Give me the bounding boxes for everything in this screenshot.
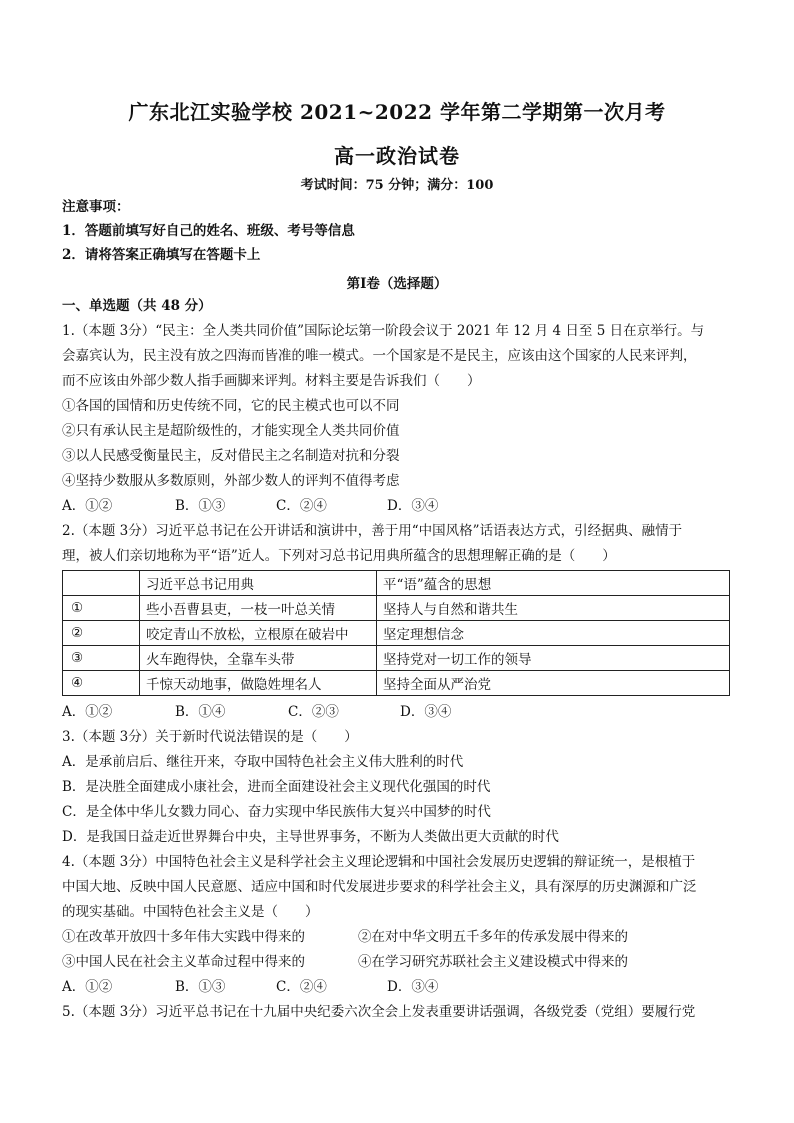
part-heading: 第Ⅰ卷（选择题） bbox=[346, 276, 448, 292]
statement: ①各国的国情和历史传统不同，它的民主模式也可以不同 bbox=[62, 398, 400, 414]
note-item: 2．请将答案正确填写在答题卡上 bbox=[62, 247, 261, 263]
statement: ③中国人民在社会主义革命过程中得来的 bbox=[62, 954, 305, 970]
table-cell: ④ bbox=[63, 671, 140, 696]
question-1-line: 1.（本题 3分）“民主：全人类共同价值”国际论坛第一阶段会议于 2021 年 12 月 4 日至 5 日在京举行。与 bbox=[62, 323, 705, 339]
question-4-line: 的现实基础。中国特色社会主义是（ ） bbox=[62, 904, 319, 920]
table-header-cell: 习近平总书记用典 bbox=[140, 571, 377, 596]
choice-d: D．③④ bbox=[387, 979, 439, 995]
choice-a: A．①② bbox=[62, 498, 113, 514]
option-a: A．是承前启后、继往开来，夺取中国特色社会主义伟大胜利的时代 bbox=[62, 754, 464, 770]
question-2-line: 2.（本题 3分）习近平总书记在公开讲话和演讲中，善于用“中国风格”话语表达方式，引经据典、融情于 bbox=[62, 523, 683, 539]
table-cell: 些小吾曹县吏，一枝一叶总关情 bbox=[140, 596, 377, 621]
choice-c: C．②④ bbox=[276, 979, 327, 995]
statement: ③以人民感受衡量民主，反对借民主之名制造对抗和分裂 bbox=[62, 448, 400, 464]
question-1-choices bbox=[62, 497, 438, 515]
choice-d: D．③④ bbox=[387, 498, 439, 514]
option-d: D．是我国日益走近世界舞台中央，主导世界事务，不断为人类做出更大贡献的时代 bbox=[62, 829, 559, 845]
table-cell: 坚持党对一切工作的领导 bbox=[377, 646, 730, 671]
question-4-line: 中国大地、反映中国人民意愿、适应中国和时代发展进步要求的科学社会主义，具有深厚的历史渊源和广泛 bbox=[62, 879, 697, 895]
question-4-line: 4.（本题 3分）中国特色社会主义是科学社会主义理论逻辑和中国社会发展历史逻辑的辩证统一，是根植于 bbox=[62, 854, 696, 870]
question-1-line: 会嘉宾认为，民主没有放之四海而皆准的唯一模式。一个国家是不是民主，应该由这个国家的人民来评判， bbox=[62, 348, 697, 364]
table-header-row bbox=[63, 571, 730, 596]
table-cell: 火车跑得快，全靠车头带 bbox=[140, 646, 377, 671]
statement: ②在对中华文明五千多年的传承发展中得来的 bbox=[358, 929, 628, 945]
table-cell: 千惊天动地事，做隐姓埋名人 bbox=[140, 671, 377, 696]
choice-d: D．③④ bbox=[400, 704, 452, 720]
choice-a: A．①② bbox=[62, 979, 113, 995]
option-b: B．是决胜全面建成小康社会，进而全面建设社会主义现代化强国的时代 bbox=[62, 779, 491, 795]
notes-heading: 注意事项： bbox=[62, 199, 130, 215]
table-cell: ③ bbox=[63, 646, 140, 671]
exam-info: 考试时间：75 分钟；满分：100 bbox=[300, 178, 494, 193]
question-1-line: 而不应该由外部少数人指手画脚来评判。材料主要是告诉我们（ ） bbox=[62, 373, 481, 389]
table-header-cell bbox=[63, 571, 140, 596]
note-item: 1．答题前填写好自己的姓名、班级、考号等信息 bbox=[62, 223, 355, 239]
table-header-cell: 平“语”蕴含的思想 bbox=[377, 571, 730, 596]
section-heading: 一、单选题（共 48 分） bbox=[62, 298, 212, 314]
statement: ④在学习研究苏联社会主义建设模式中得来的 bbox=[358, 954, 628, 970]
quotes-table bbox=[62, 570, 730, 696]
question-2-choices bbox=[62, 703, 451, 721]
choice-c: C．②④ bbox=[276, 498, 327, 514]
table-cell: 坚持全面从严治党 bbox=[377, 671, 730, 696]
table-row bbox=[63, 621, 730, 646]
table-cell: ② bbox=[63, 621, 140, 646]
choice-b: B．①③ bbox=[175, 979, 226, 995]
question-2-line: 理，被人们亲切地称为平“语”近人。下列对习总书记用典所蕴含的思想理解正确的是（ ） bbox=[62, 548, 616, 564]
table-row bbox=[63, 596, 730, 621]
table-cell: ① bbox=[63, 596, 140, 621]
table-cell: 坚定理想信念 bbox=[377, 621, 730, 646]
statement: ④坚持少数服从多数原则，外部少数人的评判不值得考虑 bbox=[62, 473, 400, 489]
statement: ①在改革开放四十多年伟大实践中得来的 bbox=[62, 929, 305, 945]
statement: ②只有承认民主是超阶级性的，才能实现全人类共同价值 bbox=[62, 423, 400, 439]
choice-b: B．①④ bbox=[175, 704, 226, 720]
question-5-line: 5.（本题 3分）习近平总书记在十九届中央纪委六次全会上发表重要讲话强调，各级党委（党组）要履行党 bbox=[62, 1004, 696, 1020]
choice-c: C．②③ bbox=[288, 704, 339, 720]
question-3-stem: 3.（本题 3分）关于新时代说法错误的是（ ） bbox=[62, 729, 358, 745]
choice-a: A．①② bbox=[62, 704, 113, 720]
choice-b: B．①③ bbox=[175, 498, 226, 514]
exam-title: 广东北江实验学校 2021~2022 学年第二学期第一次月考 bbox=[128, 100, 666, 124]
table-cell: 咬定青山不放松，立根原在破岩中 bbox=[140, 621, 377, 646]
table-row bbox=[63, 646, 730, 671]
question-4-choices bbox=[62, 978, 438, 996]
option-c: C．是全体中华儿女戮力同心、奋力实现中华民族伟大复兴中国梦的时代 bbox=[62, 804, 491, 820]
exam-subtitle: 高一政治试卷 bbox=[334, 144, 460, 168]
table-row bbox=[63, 671, 730, 696]
table-cell: 坚持人与自然和谐共生 bbox=[377, 596, 730, 621]
